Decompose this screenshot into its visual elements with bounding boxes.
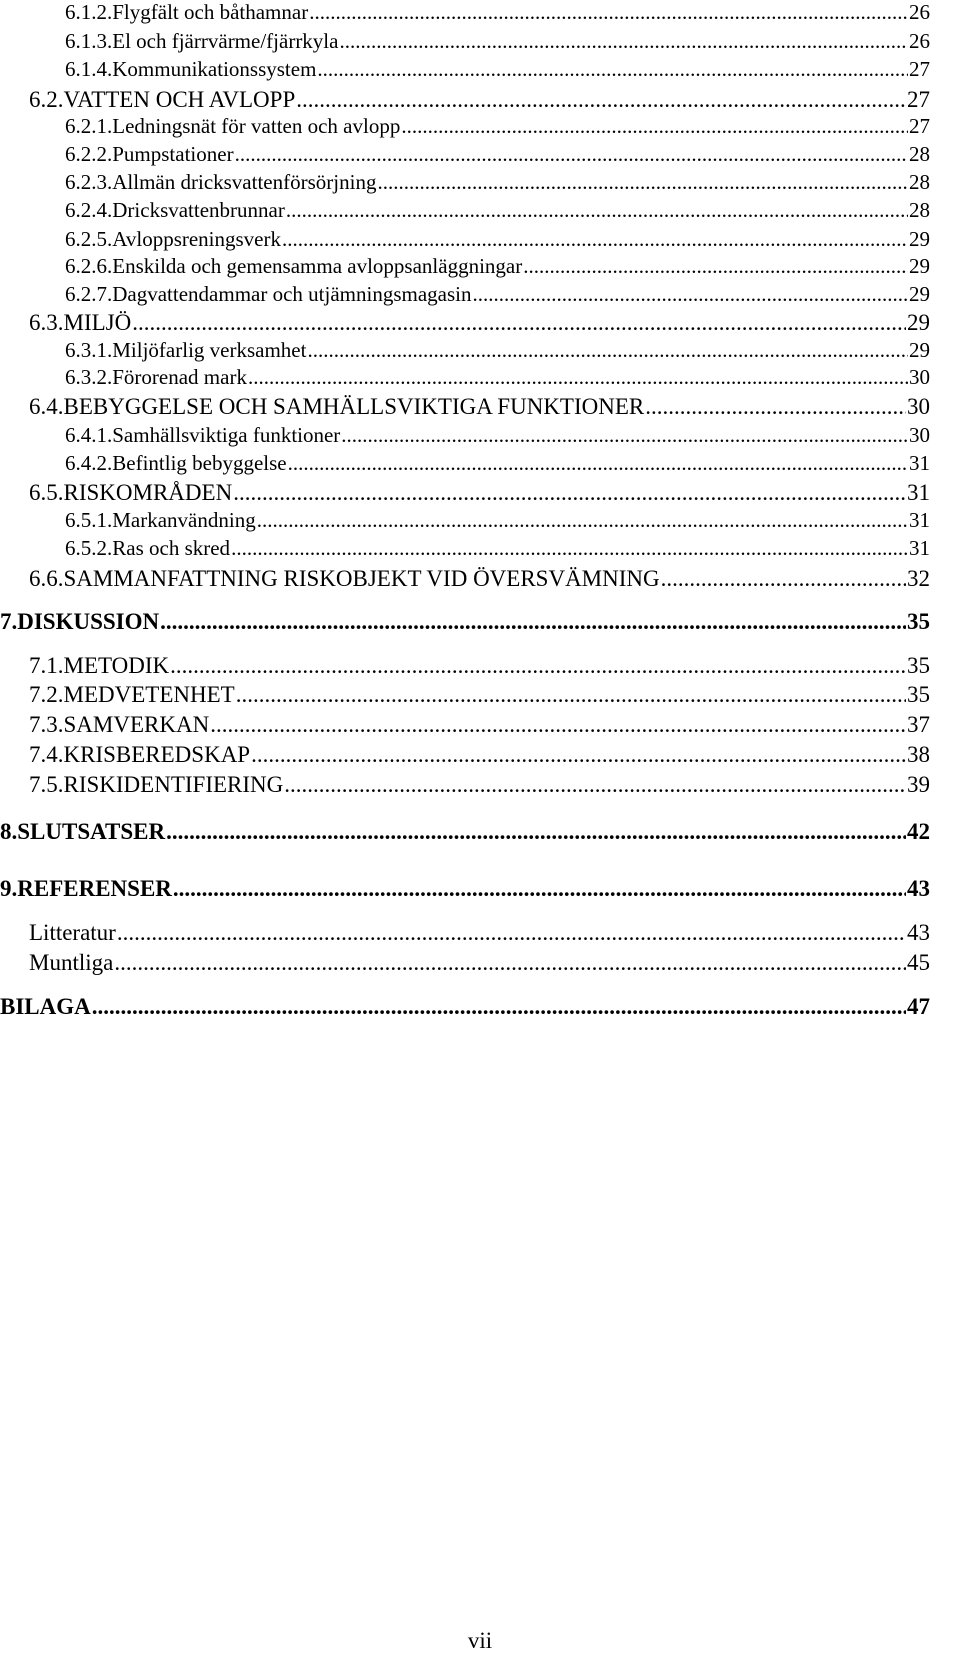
toc-entry-number: 7. <box>0 609 18 634</box>
toc-dot-leader <box>210 712 906 738</box>
toc-dot-leader <box>296 87 906 113</box>
toc-dot-leader <box>339 29 908 54</box>
toc-dot-leader <box>523 254 908 279</box>
toc-entry-number: 6.4. <box>29 394 64 419</box>
toc-entry-page: 35 <box>907 609 930 634</box>
toc-entry-page: 27 <box>909 114 930 138</box>
toc-entry-page: 29 <box>907 310 930 335</box>
toc-entry-page: 43 <box>907 876 930 901</box>
toc-entry-number: 8. <box>0 819 18 844</box>
toc-entry-number: 6.1.2. <box>65 0 113 24</box>
toc-dot-leader <box>645 394 906 420</box>
toc-entry-page: 42 <box>907 819 930 844</box>
toc-entry[interactable] <box>65 0 930 25</box>
toc-dot-leader <box>251 742 906 768</box>
toc-entry[interactable] <box>65 451 930 476</box>
toc-entry[interactable] <box>29 772 930 798</box>
toc-entry-title: Dricksvattenbrunnar <box>112 198 285 222</box>
toc-dot-leader <box>166 819 906 845</box>
toc-entry-number: 7.1. <box>29 653 64 678</box>
toc-entry-page: 39 <box>907 772 930 797</box>
toc-entry-number: 6.1.3. <box>65 29 113 53</box>
toc-dot-leader <box>117 920 906 946</box>
toc-entry-number: 6.2.3. <box>65 170 113 194</box>
toc-entry[interactable] <box>65 536 930 561</box>
toc-entry-number: 6.4.2. <box>65 451 113 475</box>
toc-entry-page: 29 <box>909 338 930 362</box>
toc-entry[interactable] <box>65 198 930 223</box>
toc-entry-page: 31 <box>909 451 930 475</box>
toc-entry-number: 6.5. <box>29 480 64 505</box>
toc-entry-number: 6.2. <box>29 87 64 112</box>
toc-dot-leader <box>173 876 906 902</box>
toc-entry-title: VATTEN OCH AVLOPP <box>63 87 296 112</box>
toc-entry-title: Pumpstationer <box>112 142 234 166</box>
toc-entry-page: 29 <box>909 282 930 306</box>
toc-entry-title: KRISBEREDSKAP <box>63 742 251 767</box>
toc-entry[interactable] <box>29 920 930 946</box>
toc-entry[interactable] <box>29 653 930 679</box>
toc-dot-leader <box>170 653 906 679</box>
toc-entry[interactable] <box>29 950 930 976</box>
toc-dot-leader <box>233 480 906 506</box>
toc-entry[interactable] <box>29 742 930 768</box>
toc-dot-leader <box>92 994 906 1020</box>
toc-entry[interactable] <box>65 57 930 82</box>
toc-dot-leader <box>341 423 908 448</box>
toc-entry-page: 31 <box>907 480 930 505</box>
toc-entry-title: Avloppsreningsverk <box>112 227 281 251</box>
toc-entry-number: 6.6. <box>29 566 64 591</box>
toc-dot-leader <box>160 609 906 635</box>
toc-entry-page: 28 <box>909 142 930 166</box>
toc-dot-leader <box>248 365 908 390</box>
toc-entry-title: METODIK <box>63 653 170 678</box>
toc-entry-page: 30 <box>909 423 930 447</box>
toc-entry[interactable] <box>65 142 930 167</box>
toc-dot-leader <box>317 57 908 82</box>
toc-entry-title: MILJÖ <box>63 310 132 335</box>
toc-entry-title: Förorenad mark <box>112 365 247 389</box>
toc-dot-leader <box>236 682 906 708</box>
toc-entry-number: 6.2.2. <box>65 142 113 166</box>
toc-entry-title: RISKIDENTIFIERING <box>63 772 284 797</box>
toc-dot-leader <box>309 0 908 25</box>
toc-entry-title: BILAGA <box>0 994 91 1019</box>
toc-dot-leader <box>235 142 908 167</box>
toc-entry-title: Litteratur <box>29 920 116 945</box>
toc-entry-page: 38 <box>907 742 930 767</box>
toc-entry-title: SLUTSATSER <box>17 819 166 844</box>
toc-entry-title: REFERENSER <box>17 876 172 901</box>
toc-entry[interactable] <box>65 29 930 54</box>
toc-entry[interactable] <box>29 682 930 708</box>
toc-entry-page: 28 <box>909 170 930 194</box>
toc-entry-number: 9. <box>0 876 18 901</box>
toc-dot-leader <box>132 310 906 336</box>
toc-entry-number: 7.2. <box>29 682 64 707</box>
page-number: vii <box>467 1628 493 1653</box>
toc-entry-page: 35 <box>907 682 930 707</box>
toc-entry-number: 6.4.1. <box>65 423 113 447</box>
toc-entry-page: 30 <box>909 365 930 389</box>
toc-entry-page: 45 <box>907 950 930 975</box>
toc-entry[interactable] <box>65 338 930 363</box>
toc-dot-leader <box>282 227 908 252</box>
toc-entry-page: 26 <box>909 0 930 24</box>
toc-dot-leader <box>401 114 908 139</box>
toc-entry-title: BEBYGGELSE OCH SAMHÄLLSVIKTIGA FUNKTIONER <box>63 394 645 419</box>
toc-entry[interactable] <box>0 609 930 635</box>
toc-entry[interactable] <box>65 254 930 279</box>
toc-entry-number: 6.2.5. <box>65 227 113 251</box>
toc-dot-leader <box>257 508 908 533</box>
toc-entry-page: 37 <box>907 712 930 737</box>
toc-entry-title: Ras och skred <box>112 536 231 560</box>
toc-entry-number: 6.2.6. <box>65 254 113 278</box>
toc-entry[interactable] <box>29 712 930 738</box>
toc-entry[interactable] <box>0 876 930 902</box>
toc-entry-number: 6.2.1. <box>65 114 113 138</box>
toc-entry[interactable] <box>65 114 930 139</box>
toc-entry-title: Ledningsnät för vatten och avlopp <box>112 114 401 138</box>
toc-entry-page: 47 <box>907 994 930 1019</box>
toc-entry[interactable] <box>29 566 930 592</box>
toc-entry-title: SAMMANFATTNING RISKOBJEKT VID ÖVERSVÄMNING <box>63 566 660 591</box>
toc-entry-number: 6.2.7. <box>65 282 113 306</box>
toc-entry-title: Allmän dricksvattenförsörjning <box>112 170 377 194</box>
toc-entry-title: Dagvattendammar och utjämningsmagasin <box>112 282 472 306</box>
toc-entry-number: 7.5. <box>29 772 64 797</box>
toc-dot-leader <box>284 772 906 798</box>
toc-entry-page: 26 <box>909 29 930 53</box>
toc-dot-leader <box>473 282 909 307</box>
toc-entry-page: 28 <box>909 198 930 222</box>
toc-entry-number: 6.5.2. <box>65 536 113 560</box>
toc-entry[interactable] <box>65 227 930 252</box>
toc-entry-page: 31 <box>909 536 930 560</box>
toc-dot-leader <box>307 338 908 363</box>
toc-entry-number: 6.5.1. <box>65 508 113 532</box>
toc-entry-number: 6.2.4. <box>65 198 113 222</box>
toc-entry-page: 29 <box>909 254 930 278</box>
toc-dot-leader <box>377 170 908 195</box>
toc-entry-page: 27 <box>909 57 930 81</box>
toc-entry-page: 27 <box>907 87 930 112</box>
toc-entry-page: 43 <box>907 920 930 945</box>
toc-dot-leader <box>286 198 908 223</box>
toc-entry[interactable] <box>65 282 930 307</box>
toc-entry-page: 35 <box>907 653 930 678</box>
toc-entry-number: 6.3.1. <box>65 338 113 362</box>
toc-dot-leader <box>231 536 908 561</box>
toc-entry-title: Muntliga <box>29 950 114 975</box>
toc-entry-number: 7.4. <box>29 742 64 767</box>
toc-entry-title: Samhällsviktiga funktioner <box>112 423 341 447</box>
toc-entry-title: Enskilda och gemensamma avloppsanläggningar <box>112 254 523 278</box>
toc-entry-number: 6.3. <box>29 310 64 335</box>
toc-entry[interactable] <box>0 819 930 845</box>
toc-dot-leader <box>114 950 906 976</box>
toc-entry-title: Miljöfarlig verksamhet <box>112 338 307 362</box>
toc-entry-number: 6.3.2. <box>65 365 113 389</box>
toc-entry[interactable] <box>29 87 930 113</box>
toc-entry-page: 30 <box>907 394 930 419</box>
toc-entry[interactable] <box>29 310 930 336</box>
toc-entry-page: 29 <box>909 227 930 251</box>
toc-entry-page: 32 <box>907 566 930 591</box>
toc-entry-title: MEDVETENHET <box>63 682 235 707</box>
toc-entry-title: SAMVERKAN <box>63 712 210 737</box>
toc-entry-number: 6.1.4. <box>65 57 113 81</box>
toc-entry[interactable] <box>0 994 930 1020</box>
toc-entry[interactable] <box>65 365 930 390</box>
toc-entry[interactable] <box>29 394 930 420</box>
toc-entry-title: Flygfält och båthamnar <box>112 0 309 24</box>
toc-entry[interactable] <box>65 508 930 533</box>
toc-entry-title: Markanvändning <box>112 508 256 532</box>
toc-entry-page: 31 <box>909 508 930 532</box>
toc-entry-title: Kommunikationssystem <box>112 57 317 81</box>
toc-entry[interactable] <box>65 423 930 448</box>
toc-entry-title: DISKUSSION <box>17 609 160 634</box>
toc-dot-leader <box>288 451 908 476</box>
toc-entry-number: 7.3. <box>29 712 64 737</box>
toc-entry-title: El och fjärrvärme/fjärrkyla <box>112 29 339 53</box>
toc-dot-leader <box>661 566 906 592</box>
toc-entry-title: RISKOMRÅDEN <box>63 480 233 505</box>
toc-entry-title: Befintlig bebyggelse <box>112 451 287 475</box>
toc-entry[interactable] <box>29 480 930 506</box>
toc-entry[interactable] <box>65 170 930 195</box>
